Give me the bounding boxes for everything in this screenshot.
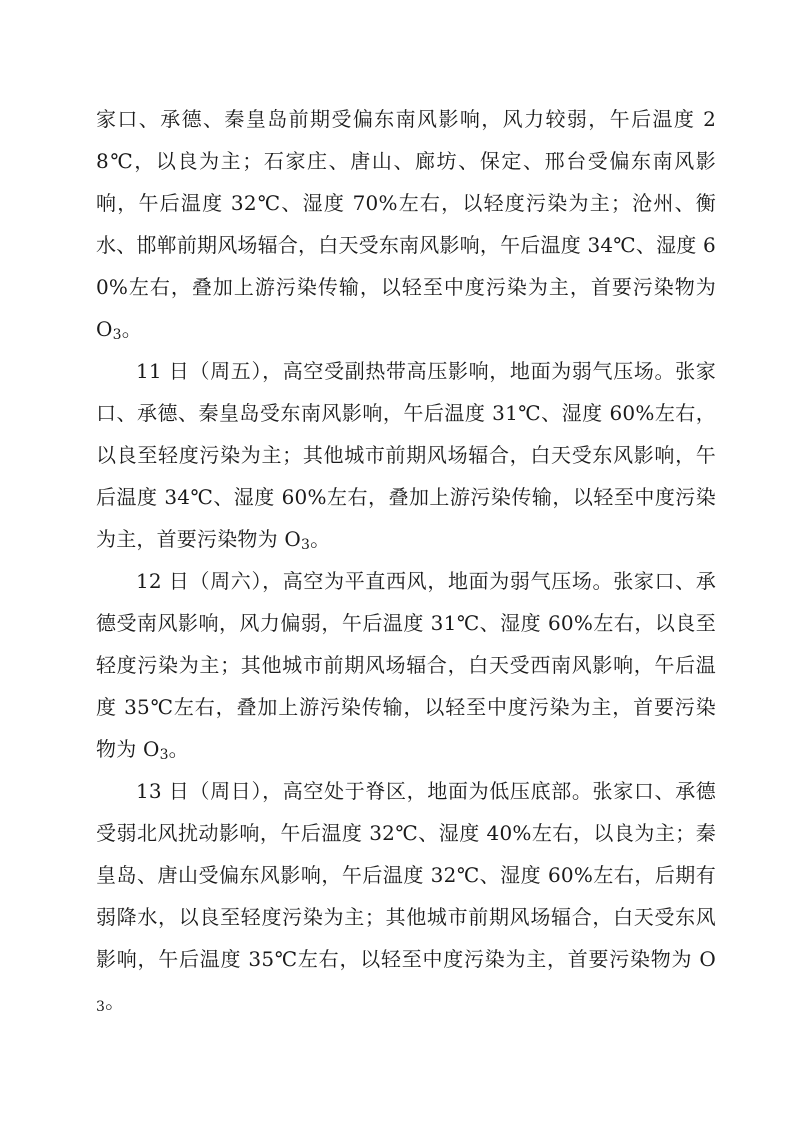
paragraph-2-end: 。 [310, 527, 331, 551]
paragraph-3-text: 12 日（周六），高空为平直西风，地面为弱气压场。张家口、承德受南风影响，风力偏弱，午后温度 31℃、湿度 60%左右，以良至轻度污染为主；其他城市前期风场辐合，白天受西南风影响，午后温度 35℃左右，叠加上游污染传输，以轻至中度污染为主，首要污染物为 O [96, 569, 716, 761]
paragraph-4-end: 。 [105, 989, 126, 1013]
paragraph-3-subscript: 3 [159, 747, 169, 763]
paragraph-4-text: 13 日（周日），高空处于脊区，地面为低压底部。张家口、承德受弱北风扰动影响，午后温度 32℃、湿度 40%左右，以良为主；秦皇岛、唐山受偏东风影响，午后温度 32℃、湿度 60%左右，后期有弱降水，以良至轻度污染为主；其他城市前期风场辐合，白天受东风影响，午后温度 35℃左右，以轻至中度污染为主，首要污染物为 O [96, 779, 716, 971]
paragraph-4-subscript: 3 [96, 999, 106, 1015]
paragraph-3 [96, 560, 716, 770]
paragraph-2-subscript: 3 [300, 537, 311, 553]
paragraph-1-end: 。 [121, 317, 142, 341]
paragraph-2 [96, 350, 716, 560]
document-page [96, 98, 716, 1022]
paragraph-3-end: 。 [168, 737, 189, 761]
paragraph-2-text: 11 日（周五），高空受副热带高压影响，地面为弱气压场。张家口、承德、秦皇岛受东南风影响，午后温度 31℃、湿度 60%左右，以良至轻度污染为主；其他城市前期风场辐合，白天受东风影响，午后温度 34℃、湿度 60%左右，叠加上游污染传输，以轻至中度污染为主，首要污染物为 O [96, 359, 716, 551]
paragraph-1-text: 家口、承德、秦皇岛前期受偏东南风影响，风力较弱，午后温度 28℃，以良为主；石家庄、唐山、廊坊、保定、邢台受偏东南风影响，午后温度 32℃、湿度 70%左右，以轻度污染为主；沧州、衡水、邯郸前期风场辐合，白天受东南风影响，午后温度 34℃、湿度 60%左右，叠加上游污染传输，以轻至中度污染为主，首要污染物为 O [96, 107, 716, 341]
paragraph-1 [96, 98, 716, 350]
paragraph-1-subscript: 3 [112, 327, 122, 343]
paragraph-4 [96, 770, 716, 1022]
